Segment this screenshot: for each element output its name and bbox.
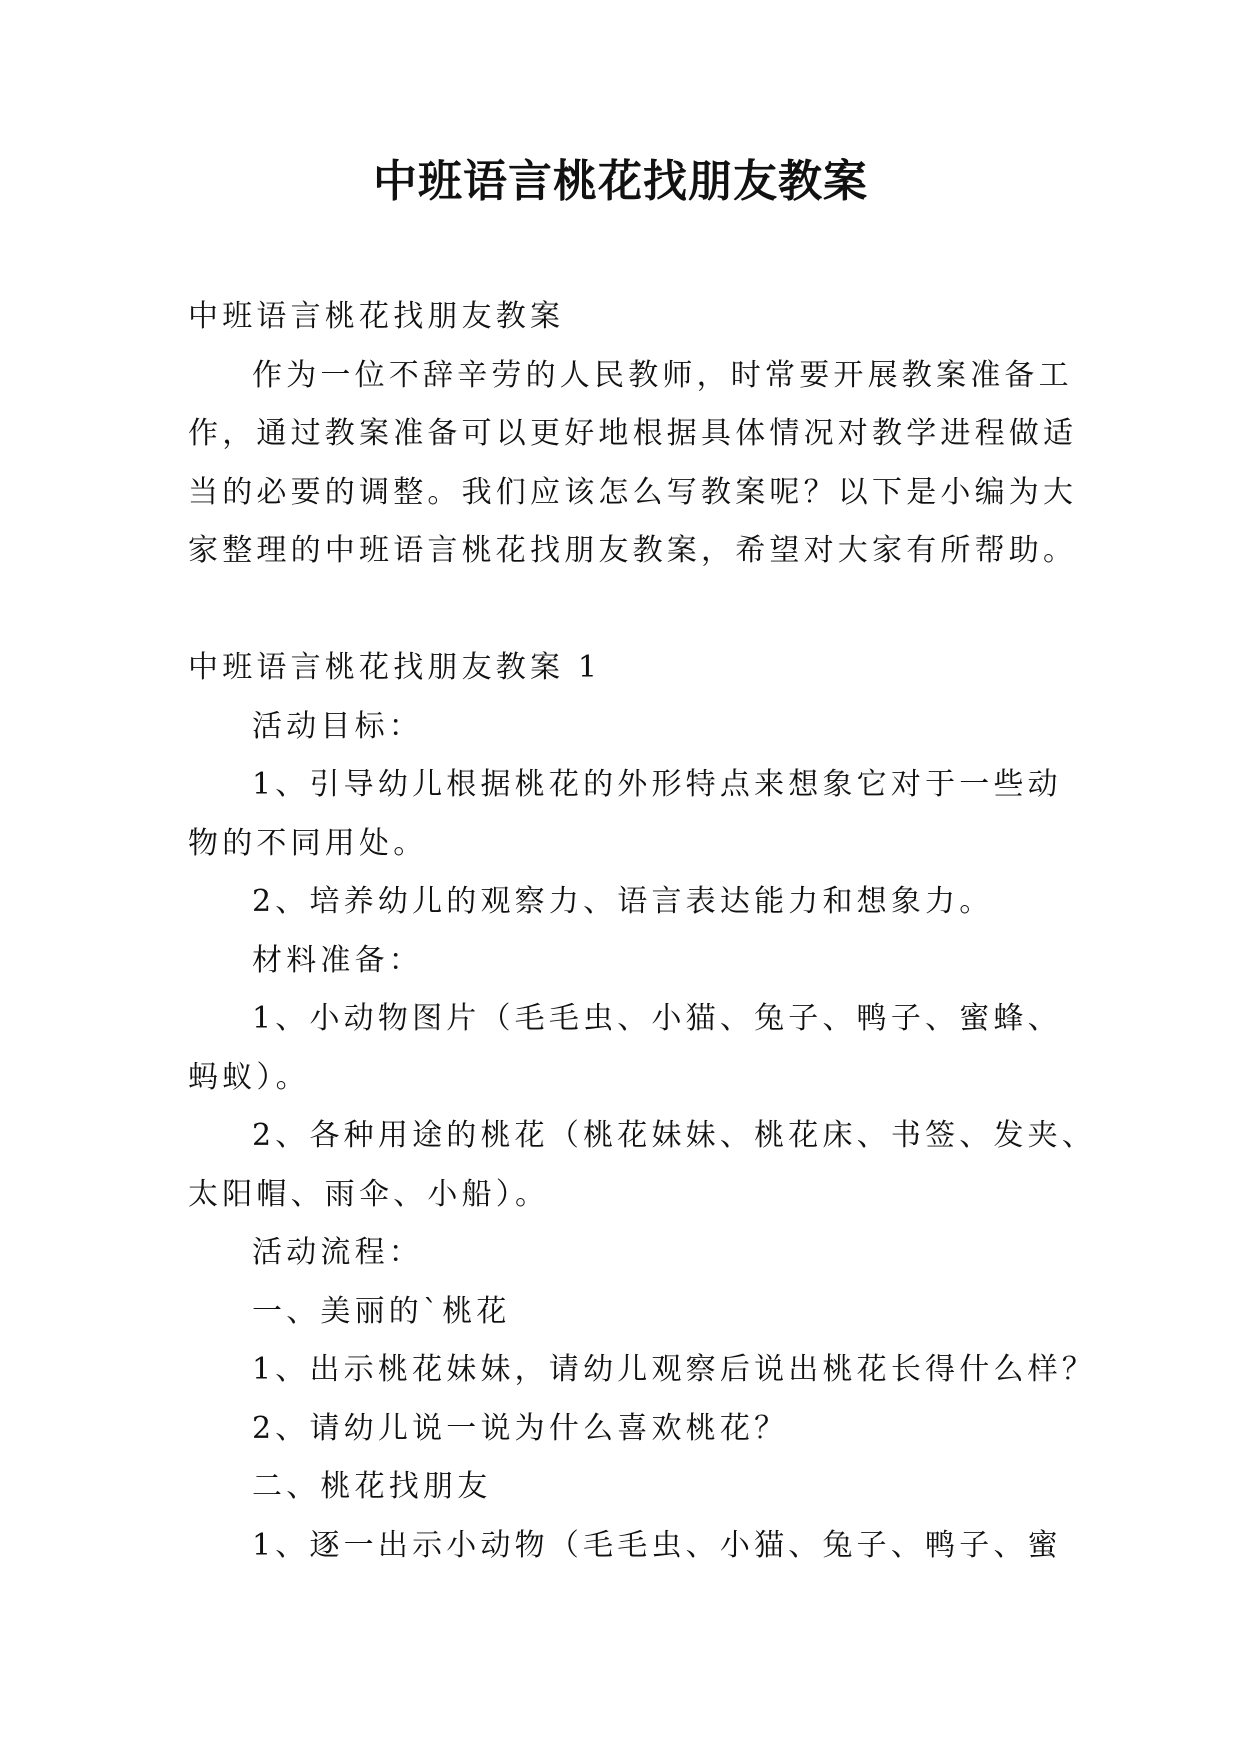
intro-line: 家整理的中班语言桃花找朋友教案，希望对大家有所帮助。: [188, 533, 1078, 568]
material-item-continued: 太阳帽、雨伞、小船）。: [188, 1176, 550, 1212]
paragraph-spacer: [188, 581, 1068, 640]
process-item: 1、逐一出示小动物（毛毛虫、小猫、兔子、鸭子、蜜: [252, 1527, 1062, 1563]
process-subheading: 一、美丽的`桃花: [252, 1293, 511, 1329]
objectives-heading: 活动目标：: [252, 708, 423, 744]
process-heading: 活动流程：: [252, 1235, 423, 1270]
objective-item: 1、引导幼儿根据桃花的外形特点来想象它对于一些动: [252, 767, 1062, 802]
intro-line: 作为一位不辞辛劳的人民教师，时常要开展教案准备工: [252, 357, 1073, 393]
material-item: 2、各种用途的桃花（桃花妹妹、桃花床、书签、发夹、: [252, 1118, 1097, 1153]
objective-item: 2、培养幼儿的观察力、语言表达能力和想象力。: [252, 884, 994, 919]
process-item: 2、请幼儿说一说为什么喜欢桃花？: [252, 1410, 789, 1446]
document-body: [188, 288, 1097, 1575]
material-item-continued: 蚂蚁）。: [188, 1059, 310, 1095]
objective-item-continued: 物的不同用处。: [188, 825, 428, 861]
document-title: 中班语言桃花找朋友教案: [373, 156, 868, 207]
intro-line: 当的必要的调整。我们应该怎么写教案呢？以下是小编为大: [188, 474, 1078, 510]
material-item: 1、小动物图片（毛毛虫、小猫、兔子、鸭子、蜜蜂、: [252, 1001, 1062, 1036]
process-subheading: 二、桃花找朋友: [252, 1469, 492, 1504]
materials-heading: 材料准备：: [252, 942, 423, 978]
intro-heading: 中班语言桃花找朋友教案: [188, 299, 565, 334]
section-heading: 中班语言桃花找朋友教案 1: [188, 650, 602, 685]
intro-line: 作，通过教案准备可以更好地根据具体情况对教学进程做适: [188, 416, 1078, 451]
process-item: 1、出示桃花妹妹，请幼儿观察后说出桃花长得什么样？: [252, 1352, 1097, 1387]
